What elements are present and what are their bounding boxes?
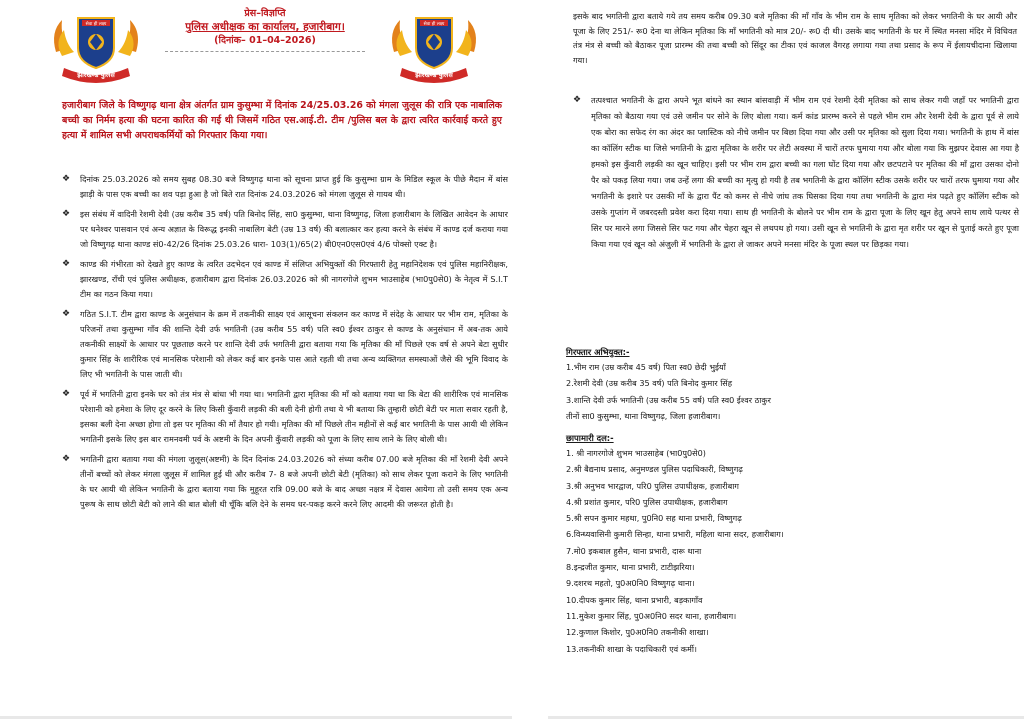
header-block [150,8,380,52]
paragraph-text: भगतिनी द्वारा बताया गया की मंगला जुलूस(अष्टमी) के दिन दिनांक 24.03.2026 को संध्या करीब 07.00 बजे मृतिका की माँ रेशमी देवी अपने तीनों बच्चों को लेकर मंगला जुलूस में शामिल हुई थी और करीब 7- 8 बजे अपनी छोटी बेटी (मृतिका) को साथ लेकर पूजा कराने के लिए भगतिनी के घर आयी थी लेकिन भगतिनी के द्वारा बताया गया कि मुहूरत रात्रि 09.00 बजे के बाद अच्छा नक्षत्र में देवास आयेगा तो उसी समय एक अन्य पुरूष के साथ छोटी बेटी को लाने की बात बोली थी चूँकि बलि देने के समय धर-पकड़ करने करने लिए आदमी की जरूरत होती है। [80,454,508,509]
list-item: 2.रेशमी देवी (उम्र करीब 35 वर्ष) पति बिनोद कुमार सिंह [566,378,733,389]
headline-summary: हजारीबाग जिले के विष्णुगढ़ थाना क्षेत्र अंतर्गत ग्राम कुसुम्भा में दिनांक 24/25.03.26 को मंगला जुलूस की रात्रि एक नाबालिक बच्ची का निर्मम हत्या की घटना कारित की गई थी जिसमें गठित एस.आई.टी. टीम /पुलिस बल के द्वारा त्वरित कार्रवाई करते हुए हत्या में शामिल सभी अपराधकर्मियों को गिरफ्तार किया गया। [62,100,502,142]
paragraph-text: गठित S.I.T. टीम द्वारा काण्ड के अनुसंधान के क्रम में तकनीकी साक्ष्य एवं आसूचना संकलन कर काण्ड में संदेह के आधार पर भीम राम, मृतिका के परिजनों तथा कुसुम्भा गाँव की शान्ति देवी उर्फ भगतिनी (उम्र करीब 55 वर्ष) पति स्व0 ईश्वर ठाकुर से काण्ड के अनुसंधान में अब-तक आये तकनीकी साक्ष्यों के आधार पर पूछताछ करने पर शान्ति देवी उर्फ भगतिनी द्वारा बताया गया कि मृतिका की माँ पिछले एक वर्ष से अपने बेटा सुधीर कुमार सिंह के शारीरिक एवं मानसिक परेशानी को लेकर कई बार इनके पास आते रहती थी तथा अन्य व्यक्तिगत समस्याओं जैसे की भूमि विवाद के लिए भी भगतिनी के पास जाती थी। [80,309,508,379]
police-emblem-icon [50,12,142,84]
continuation-paragraph: इसके बाद भगतिनी द्वारा बताये गये तय समय करीब 09.30 बजे मृतिका की माँ गाँव के भीम राम के साथ मृतिका को लेकर भगतिनी के घर आयी और पूजा के लिए 251/- रू0 देना था लेकिन मृतिका कि माँ भगतिनी को मात्र 20/- रू0 दी थी। उसके बाद भगतिनी के घर में स्थित मनसा मंदिर में विधिवत तंत्र मंत्र से बच्ची को बैठाकर पूजा प्रारम्भ की तथा बच्ची को सिंदूर का टीका एवं काजल वैगरह लगाया गया तथा प्रसाद के रूप में ईलायचीदाना खिलाया गया। [573,11,1017,65]
paragraph [62,307,508,382]
diamond-bullet-icon: ❖ [62,259,71,269]
press-release-title: प्रेस–विज्ञप्ति [244,8,286,19]
diamond-bullet-icon: ❖ [62,174,71,184]
list-item: 1.भीम राम (उम्र करीब 45 वर्ष) पिता स्व0 छेदी भुईयाँ [566,362,726,372]
emblem-ribbon-text: झारखण्ड पुलिस [77,71,115,79]
list-item: 8.इन्द्रजीत कुमार, थाना प्रभारी, टाटीझरिया। [566,562,695,573]
list-item: 9.दशरथ महतो, पु0अ0नि0 विष्णुगढ़ थाना। [566,578,695,589]
paragraph-text: इस संबंध में वादिनी रेशमी देवी (उम्र करीब 35 वर्ष) पति बिनोद सिंह, सा0 कुसुम्भा, थाना विष्णुगढ़, जिला हजारीबाग के लिखित आवेदन के आधार पर धनेश्वर पासवान एवं अन्य अज्ञात के विरूद्ध इनकी नाबालिग बेटी (उम्र 13 वर्ष) की बलात्कार कर हत्या करने के संबंध में काण्ड दर्ज कराया गया जो विष्णुगढ़ थाना काण्ड सं0-42/26 दिनांक 25.03.26 धारा- 103(1)/65(2) बी0एन0एस0एवं 4/6 पोक्सो एक्ट है। [80,209,508,249]
list-item: 4.श्री प्रशांत कुमार, परि0 पुलिस उपाधीक्षक, हजारीबाग [566,496,728,507]
paragraph-text: तत्पश्चात भगतिनी के द्वारा अपने भूत बांधने का स्थान बांसवाड़ी में भीम राम एवं रेशमी देवी मृतिका को साथ लेकर गयी जहाँ पर भगतिनी द्वारा मृतिका को बैठाया गया एवं उसे जमीन पर सोने के लिए बोला गया। कर्म कांड प्रारम्भ करने से पहले भीम राम और रेशमी देवी के द्वारा पूर्व से लाये एक बोरा का सफेद रंग का अंदर का प्लास्टिक को नीचे जमीन पर बिछा दिया गया और उसी पर मृतिका को सुला दिया गया। भगतिनी के हाथ में बांस का कॉलिंग स्टीक था जिसे भगतिनी के द्वारा मृतिका के शरीर पर लेटी अवस्था में चारों तरफ घुमाया गया और बोला गया कि मुझपर देवास आ गया है हमको इस कुँवारी लड़की का खून चाहिए। इसी पर भीम राम द्वारा बच्ची का गला घोंट दिया गया और छटपटाने पर मृतिका की माँ द्वारा उसका दोनो पैर को पकड़ लिया गया। जब उन्हें लगा की बच्ची का मृत्यु हो गयी है तब भगतिनी के द्वारा कॉलिंग स्टीक उसके शरीर पर चारों तरफ घुमाया गया और भगतिनी के इशारे पर उसकी माँ के द्वारा पैंट को कमर से नीचे जांघ तक घिसका दिया गया तथा भगतिनी के द्वारा मंत्र पढ़ते हुए कॉलिंग स्टीक को उसके गुप्तांग में जबरदस्ती प्रवेश करा दिया गया। साथ ही भगतिनी के बोलने पर भीम राम के द्वारा पूजा के लिए खून हेतु अपने साथ लाये पत्थर से सिर पर मारने लगा जिससे सिर फट गया और चेहरा खून से लथपथ हो गया। उसी खून से भगतिनी के द्वारा मृत शरीर पर खून से पुताई करते हुए पूजा किया गया एवं खून को अंजुली में भगतिनी के द्वारा ले जाकर अपने मनसा मंदिर के पूजा स्थल पर छिड़का गया। [591,95,1019,249]
paragraph-text: पूर्व में भगतिनी द्वारा इनके घर को तंत्र मंत्र से बांधा भी गया था। भगतिनी द्वारा मृतिका की माँ को बताया गया था कि बेटा की शारीरिक एवं मानसिक परेशानी को हमेशा के लिए दूर करने के लिए किसी कुँवारी लड़की की बली देनी होगी तथा ये भी बताया कि तुम्हारी छोटी बेटी पर माता सवार रहती है, इसका बली देना अच्छा होगा तो इस पर मृतिका की माँ तैयार हो गयी। मृतिका की माँ पिछले तीन महीनों से कई बार भगतिनी के पास आयी थी लेकिन भगतिनी इसके लिए इस बार रामनवमी पर्व के अष्टमी के दिन अपनी कुँवारी लड़की को पूजा के लिए साथ लाने के लिए बोली थी। [80,389,508,444]
diamond-bullet-icon: ❖ [62,209,71,219]
raid-team-section [566,431,1006,657]
list-item: 10.दीपक कुमार सिंह, थाना प्रभारी, बड़कागाँव [566,594,703,605]
arrested-list [566,359,1006,424]
emblem-top-text: सेवा ही लक्ष्य [85,22,107,27]
office-title: पुलिस अधीक्षक का कार्यालय, हजारीबाग। [185,21,345,33]
list-item: तीनों सा0 कुसुम्भा, थाना विष्णुगढ़, जिला हजारीबाग। [566,410,721,421]
raid-team-heading: छापामारी दल:- [566,433,614,443]
diamond-bullet-icon: ❖ [62,389,71,399]
list-item: 11.मुकेश कुमार सिंह, पु0अ0नि0 सदर थाना, हजारीबाग। [566,610,737,621]
list-item: 5.श्री सपन कुमार महथा, पु0नि0 सह थाना प्रभारी, विष्णुगढ़ [566,513,742,524]
arrested-heading: गिरफ्तार अभियुक्त:- [566,347,630,357]
paragraph-list-right [573,92,1019,257]
arrested-accused-section [566,345,1006,424]
header-divider [165,51,365,52]
emblem-ribbon-text: झारखण्ड पुलिस [415,71,453,79]
jharkhand-police-emblem-right [388,12,480,84]
diamond-bullet-icon: ❖ [573,95,582,105]
paragraph [62,452,508,512]
list-item: 1. श्री नागरगोजे शुभम भाउसाहेब (भा0पु0से0) [566,448,706,458]
list-item: 6.विन्ध्यवासिनी कुमारी सिन्हा, थाना प्रभारी, महिला थाना सदर, हजारीबाग। [566,529,784,540]
paragraph-list [62,172,508,517]
list-item: 12.कुणाल किशोर, पु0अ0नि0 तकनीकी शाखा। [566,627,709,638]
paragraph [62,207,508,252]
raid-team-list [566,445,1006,657]
list-item: 3.शान्ति देवी उर्फ भगतिनी (उम्र करीब 55 वर्ष) पति स्व0 ईश्वर ठाकुर [566,394,771,405]
jharkhand-police-emblem-left [50,12,142,84]
emblem-top-text: सेवा ही लक्ष्य [423,22,445,27]
diamond-bullet-icon: ❖ [62,309,71,319]
release-date: (दिनांक– 01–04–2026) [214,35,316,46]
paragraph-text: काण्ड की गंभीरता को देखते हुए काण्ड के त्वरित उदभेदन एवं काण्ड में संलिप्त अभियुक्तों की गिरफ्तारी हेतु महानिदेशक एवं पुलिस महानिरीक्षक, झारखण्ड, राँची एवं पुलिस अधीक्षक, हजारीबाग द्वारा दिनांक 26.03.2026 को श्री नागरगोजे शुभम भाउसाहेब (भा0पु0से0) के नेतृत्व में S.I.T टीम का गठन किया गया। [80,259,508,299]
press-release-page-2 [548,0,1024,719]
list-item: 13.तकनीकी शाखा के पदाधिकारी एवं कर्मी। [566,643,697,654]
paragraph [62,387,508,447]
paragraph-text: दिनांक 25.03.2026 को समय सुबह 08.30 बजे विष्णुगढ़ थाना को सूचना प्राप्त हुई कि कुसुम्भा ग्राम के मिडिल स्कूल के पीछे मैदान में बांस झाड़ी के पास एक बच्ची का शव पड़ा हुआ है जो बिते रात दिनांक 24.03.2026 को मंगला जुलूस से गायब थी। [80,174,508,199]
diamond-bullet-icon: ❖ [62,454,71,464]
list-item: 2.श्री बैद्यनाथ प्रसाद, अनुमण्डल पुलिस पदाधिकारी, विष्णुगढ़ [566,464,743,475]
police-emblem-icon [388,12,480,84]
list-item: 3.श्री अनुभव भारद्वाज, परि0 पुलिस उपाधीक्षक, हजारीबाग [566,480,739,491]
paragraph [62,257,508,302]
list-item: 7.मो0 इकबाल हुसैन, थाना प्रभारी, दारू थाना [566,545,702,556]
paragraph [62,172,508,202]
paragraph [573,92,1019,252]
